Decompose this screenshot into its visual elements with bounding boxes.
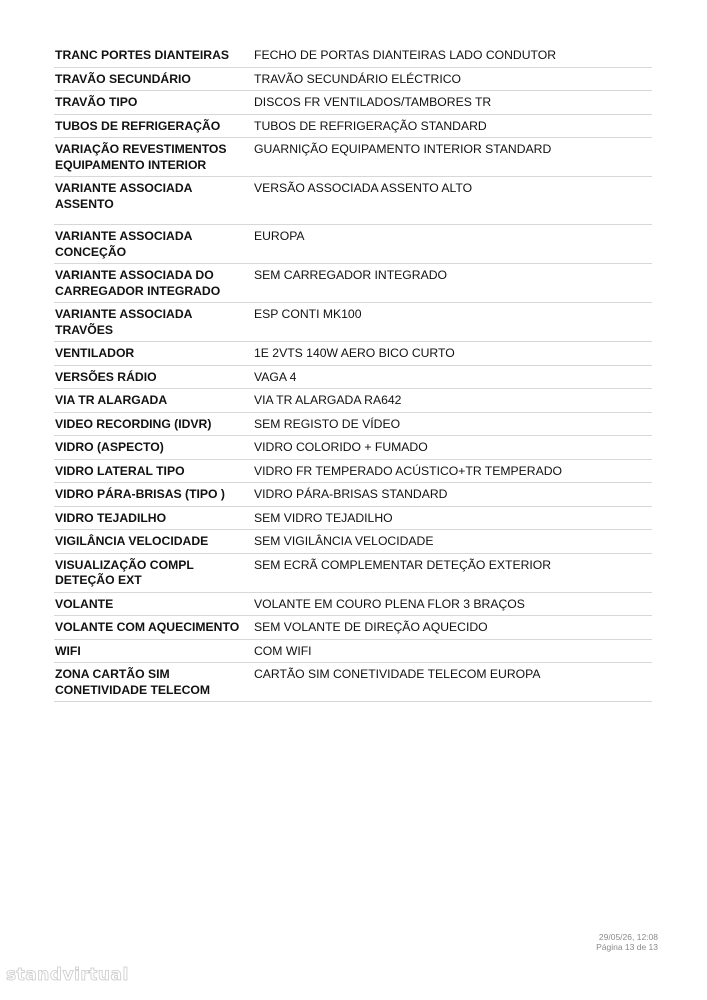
spec-label: VIDRO (ASPECTO) xyxy=(55,440,164,454)
footer-datetime: 29/05/26, 12:08 xyxy=(598,932,658,942)
spec-label: VARIANTE ASSOCIADA TRAVÕES xyxy=(55,307,193,337)
spec-value: VIDRO COLORIDO + FUMADO xyxy=(254,440,428,454)
watermark-logo: standvirtual xyxy=(6,965,129,985)
table-row xyxy=(54,91,652,115)
spec-value: SEM REGISTO DE VÍDEO xyxy=(254,416,401,431)
spec-value: VIA TR ALARGADA RA642 xyxy=(254,393,402,407)
spec-value: TRAVÃO SECUNDÁRIO ELÉCTRICO xyxy=(254,71,461,86)
table-row xyxy=(54,138,652,177)
spec-table xyxy=(54,44,652,702)
spec-value: 1E 2VTS 140W AERO BICO CURTO xyxy=(254,346,455,360)
spec-label: VISUALIZAÇÃO COMPL DETEÇÃO EXT xyxy=(55,557,194,587)
footer-page-number: Página 13 de 13 xyxy=(596,942,658,952)
spec-value: SEM VIDRO TEJADILHO xyxy=(254,510,393,525)
spec-label: VENTILADOR xyxy=(55,346,135,360)
spec-label: ZONA CARTÃO SIM CONETIVIDADE TELECOM xyxy=(55,667,211,697)
spec-value: DISCOS FR VENTILADOS/TAMBORES TR xyxy=(254,95,492,109)
spec-value: FECHO DE PORTAS DIANTEIRAS LADO CONDUTOR xyxy=(254,48,557,62)
spec-label: VIDRO TEJADILHO xyxy=(55,510,167,525)
spec-label: VIA TR ALARGADA xyxy=(55,393,168,407)
spec-value: VOLANTE EM COURO PLENA FLOR 3 BRAÇOS xyxy=(254,596,525,611)
spec-value: VERSÃO ASSOCIADA ASSENTO ALTO xyxy=(254,181,473,195)
table-row xyxy=(54,342,652,366)
spec-value: ESP CONTI MK100 xyxy=(254,307,362,321)
table-row xyxy=(54,483,652,507)
spec-value: VIDRO PÁRA-BRISAS STANDARD xyxy=(254,487,448,501)
table-row xyxy=(54,459,652,483)
spec-value: SEM ECRÃ COMPLEMENTAR DETEÇÃO EXTERIOR xyxy=(254,557,552,572)
spec-value: COM WIFI xyxy=(254,643,312,658)
table-row xyxy=(54,365,652,389)
spec-value: EUROPA xyxy=(254,229,305,243)
spec-label: VARIAÇÃO REVESTIMENTOS EQUIPAMENTO INTERIOR xyxy=(55,142,227,172)
table-row xyxy=(54,553,652,592)
spec-label: VIDRO PÁRA-BRISAS (TIPO ) xyxy=(55,487,225,501)
spec-label: TRAVÃO TIPO xyxy=(55,95,138,109)
table-row xyxy=(54,506,652,530)
table-row xyxy=(54,114,652,138)
table-row xyxy=(54,177,652,225)
spec-label: WIFI xyxy=(55,643,81,658)
table-row xyxy=(54,530,652,554)
spec-label: VIDRO LATERAL TIPO xyxy=(55,463,185,478)
spec-label: VARIANTE ASSOCIADA DO CARREGADOR INTEGRADO xyxy=(55,268,221,298)
spec-value: CARTÃO SIM CONETIVIDADE TELECOM EUROPA xyxy=(254,667,541,681)
spec-value: VAGA 4 xyxy=(254,369,297,384)
table-row xyxy=(54,663,652,702)
spec-label: VIDEO RECORDING (IDVR) xyxy=(55,416,212,431)
spec-label: TRANC PORTES DIANTEIRAS xyxy=(55,48,230,62)
table-row xyxy=(54,436,652,460)
spec-label: VARIANTE ASSOCIADA ASSENTO xyxy=(55,181,193,211)
page-footer xyxy=(596,932,658,952)
spec-value: VIDRO FR TEMPERADO ACÚSTICO+TR TEMPERADO xyxy=(254,463,563,478)
spec-label: VIGILÂNCIA VELOCIDADE xyxy=(55,534,209,548)
spec-label: TUBOS DE REFRIGERAÇÃO xyxy=(55,118,221,133)
spec-label: VARIANTE ASSOCIADA CONCEÇÃO xyxy=(55,229,193,259)
spec-value: TUBOS DE REFRIGERAÇÃO STANDARD xyxy=(254,118,487,133)
table-row xyxy=(54,225,652,264)
table-row xyxy=(54,592,652,616)
table-row xyxy=(54,67,652,91)
spec-label: VERSÕES RÁDIO xyxy=(55,369,157,384)
spec-value: SEM CARREGADOR INTEGRADO xyxy=(254,268,447,282)
spec-value: SEM VIGILÂNCIA VELOCIDADE xyxy=(254,534,434,548)
spec-value: GUARNIÇÃO EQUIPAMENTO INTERIOR STANDARD xyxy=(254,142,552,156)
table-row xyxy=(54,303,652,342)
table-row xyxy=(54,264,652,303)
table-row xyxy=(54,412,652,436)
spec-label: TRAVÃO SECUNDÁRIO xyxy=(55,71,191,86)
table-row xyxy=(54,616,652,640)
table-row xyxy=(54,389,652,413)
spec-label: VOLANTE COM AQUECIMENTO xyxy=(55,620,240,634)
table-row xyxy=(54,44,652,67)
table-row xyxy=(54,639,652,663)
spec-label: VOLANTE xyxy=(55,596,114,611)
spec-value: SEM VOLANTE DE DIREÇÃO AQUECIDO xyxy=(254,620,488,634)
